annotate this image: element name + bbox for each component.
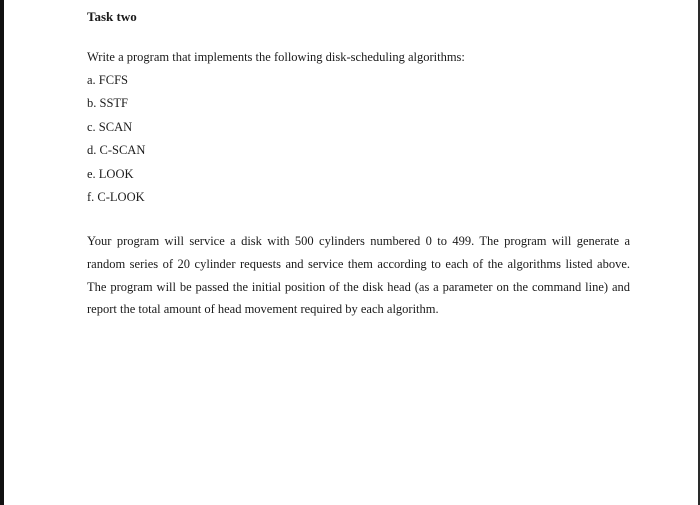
list-item-fcfs: a. FCFS	[87, 73, 128, 87]
list-item-sstf: b. SSTF	[87, 96, 128, 111]
intro-text: Write a program that implements the following disk-scheduling algorithms:	[87, 50, 465, 64]
list-item-scan: c. SCAN	[87, 119, 133, 134]
left-edge-border	[0, 0, 4, 505]
list-item-look: e. LOOK	[87, 166, 134, 181]
description-paragraph: Your program will service a disk with 500 cylinders numbered 0 to 499. The program will generate a random series of 20 cylinder requests and service them according to each of the algorithms listed above. The program will be passed the initial position of the disk head (as a parameter on the command line) and report the total amount of head movement required by each algorithm.	[87, 234, 630, 317]
algorithm-list	[87, 72, 145, 212]
list-item-c-look: f. C-LOOK	[87, 189, 145, 204]
task-heading: Task two	[87, 9, 137, 24]
list-item-c-scan: d. C-SCAN	[87, 143, 146, 158]
